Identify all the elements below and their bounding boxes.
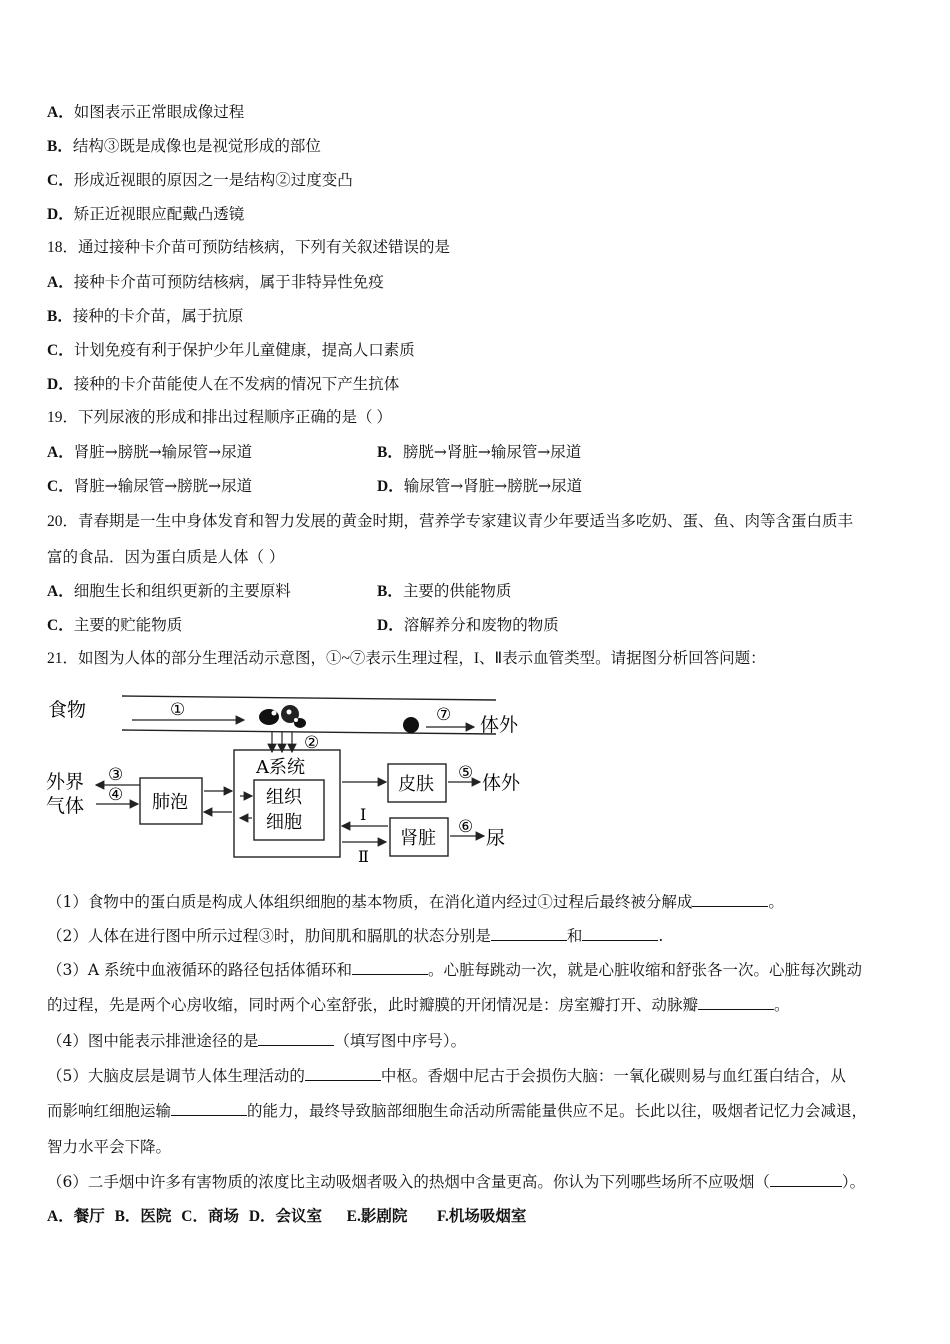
sub2-mid: 和 <box>566 927 583 945</box>
option-text: 计划免疫有利于保护少年儿童健康，提高人口素质 <box>73 341 415 359</box>
option-text: 形成近视眼的原因之一是结构②过度变凸 <box>73 171 353 189</box>
label-vessel-1: I <box>360 805 367 824</box>
label-process-7: ⑦ <box>436 705 452 725</box>
q18-option-b <box>47 306 243 327</box>
option-label: A． <box>47 583 74 600</box>
option-text: 如图表示正常眼成像过程 <box>73 103 245 121</box>
sub2-end: . <box>658 927 664 945</box>
q19-stem: 19．下列尿液的形成和排出过程顺序正确的是（ ） <box>47 409 392 426</box>
label-urine: 尿 <box>486 827 506 849</box>
option-text: 肾脏→输尿管→膀胱→尿道 <box>73 477 253 495</box>
option-label: D． <box>377 478 404 495</box>
q17-option-d <box>47 204 244 225</box>
q18-option-a <box>47 272 384 293</box>
q21-sub4 <box>47 1031 466 1051</box>
sub3-text-a: （3）A 系统中血液循环的路径包括体循环和 <box>47 961 352 979</box>
label-system-a: A系统 <box>256 757 305 778</box>
sub4-text: （4）图中能表示排泄途径的是 <box>47 1032 259 1050</box>
option-text: 细胞生长和组织更新的主要原料 <box>73 582 291 600</box>
option-label: C． <box>47 172 74 189</box>
option-label: B． <box>47 138 73 155</box>
sub5-text-d: 的能力，最终导致脑部细胞生命活动所需能量供应不足。长此以往，吸烟者记忆力会减退， <box>247 1102 868 1120</box>
q21-sub2 <box>47 926 663 946</box>
q17-option-b <box>47 136 321 157</box>
option-label: A． <box>47 444 74 461</box>
feces-dot-icon <box>403 717 419 733</box>
option-label: B． <box>377 583 403 600</box>
sub2-text: （2）人体在进行图中所示过程③时，肋间肌和膈肌的状态分别是 <box>47 927 491 945</box>
label-process-2: ② <box>304 733 320 753</box>
q21-sub3-line2 <box>47 995 790 1015</box>
q21-sub1 <box>47 892 784 912</box>
label-air-2: 气体 <box>46 795 85 817</box>
option-text: 接种卡介苗可预防结核病，属于非特异性免疫 <box>73 273 384 291</box>
q17-option-c <box>47 170 353 191</box>
q21-sub5-line2 <box>47 1101 867 1121</box>
answer-blank[interactable] <box>305 1066 381 1081</box>
q20-option-a <box>47 581 291 602</box>
q20-stem-line2: 富的食品．因为蛋白质是人体（ ） <box>47 548 285 566</box>
q20-option-d <box>377 615 559 636</box>
choice-a: A．餐厅 <box>47 1208 105 1225</box>
answer-blank[interactable] <box>491 926 567 941</box>
physiology-diagram <box>44 690 524 870</box>
label-kidney: 肾脏 <box>400 828 436 849</box>
answer-blank[interactable] <box>258 1031 334 1046</box>
answer-blank[interactable] <box>698 995 774 1010</box>
sub5-text-a: （5）大脑皮层是调节人体生理活动的 <box>47 1067 305 1085</box>
q19-option-c <box>47 476 252 497</box>
label-skin: 皮肤 <box>398 774 434 795</box>
option-text: 输尿管→肾脏→膀胱→尿道 <box>403 477 583 495</box>
choice-c: C．商场 <box>181 1208 239 1225</box>
sub4-end: （填写图中序号）。 <box>334 1032 467 1050</box>
option-label: C． <box>47 617 74 634</box>
answer-blank[interactable] <box>352 960 428 975</box>
label-alveoli: 肺泡 <box>152 792 188 813</box>
option-label: A． <box>47 274 74 291</box>
q19-option-b <box>377 442 581 463</box>
q17-option-a <box>47 102 244 123</box>
label-vessel-2: Ⅱ <box>358 847 369 866</box>
q21-sub6-choices <box>47 1206 526 1227</box>
q19-option-d <box>377 476 582 497</box>
label-outside-right: 体外 <box>482 772 521 794</box>
q18-option-c <box>47 340 415 361</box>
answer-blank[interactable] <box>770 1172 842 1187</box>
answer-blank[interactable] <box>171 1101 247 1116</box>
label-air-1: 外界 <box>46 771 85 793</box>
sub6-end: ）。 <box>841 1173 866 1191</box>
option-label: C． <box>47 478 74 495</box>
q21-sub5-line3: 智力水平会下降。 <box>47 1138 172 1156</box>
option-text: 接种的卡介苗能使人在不发病的情况下产生抗体 <box>73 375 400 393</box>
sub6-text: （6）二手烟中许多有害物质的浓度比主动吸烟者吸入的热烟中含量更高。你认为下列哪些场所不应吸烟（ <box>47 1173 770 1191</box>
option-text: 主要的贮能物质 <box>73 616 183 634</box>
option-label: B． <box>377 444 403 461</box>
label-tissue-1: 组织 <box>266 787 302 808</box>
sub1-end: 。 <box>768 893 784 911</box>
choice-f: F.机场吸烟室 <box>436 1208 527 1225</box>
label-process-6: ⑥ <box>458 817 474 837</box>
option-label: A． <box>47 104 74 121</box>
sub3-text-d: 。 <box>774 996 790 1014</box>
label-process-5: ⑤ <box>458 763 474 783</box>
q20-option-c <box>47 615 182 636</box>
sub1-text: （1）食物中的蛋白质是构成人体组织细胞的基本物质，在消化道内经过①过程后最终被分解成 <box>47 893 693 911</box>
choice-d: D．会议室 <box>248 1208 323 1225</box>
sub3-text-b: 。心脏每跳动一次，就是心脏收缩和舒张各一次。心脏每次跳动 <box>427 961 862 979</box>
answer-blank[interactable] <box>692 892 768 907</box>
choice-e: E.影剧院 <box>346 1208 408 1225</box>
option-label: D． <box>47 206 74 223</box>
label-tissue-2: 细胞 <box>266 812 302 833</box>
answer-blank[interactable] <box>582 926 658 941</box>
sub3-text-c: 的过程，先是两个心房收缩，同时两个心室舒张，此时瓣膜的开闭情况是：房室瓣打开、动脉瓣 <box>47 996 699 1014</box>
option-label: D． <box>377 617 404 634</box>
label-food: 食物 <box>48 699 87 721</box>
label-process-3: ③ <box>108 765 124 785</box>
option-label: C． <box>47 342 74 359</box>
q20-option-b <box>377 581 511 602</box>
option-text: 接种的卡介苗，属于抗原 <box>72 307 244 325</box>
q19-option-a <box>47 442 252 463</box>
sub5-text-b: 中枢。香烟中尼古于会损伤大脑：一氧化碳则易与血红蛋白结合，从 <box>380 1067 846 1085</box>
q21-stem: 21．如图为人体的部分生理活动示意图，①~⑦表示生理过程，I、Ⅱ表示血管类型。请据图分析回答问题： <box>47 650 766 667</box>
food-particles-icon <box>259 705 306 728</box>
option-text: 矫正近视眼应配戴凸透镜 <box>73 205 245 223</box>
option-label: D． <box>47 376 74 393</box>
option-label: B． <box>47 308 73 325</box>
sub5-text-c: 而影响红细胞运输 <box>47 1102 172 1120</box>
option-text: 肾脏→膀胱→输尿管→尿道 <box>73 443 253 461</box>
option-text: 溶解养分和废物的物质 <box>403 616 559 634</box>
label-process-4: ④ <box>108 785 124 805</box>
label-process-1: ① <box>170 700 186 720</box>
q18-stem: 18．通过接种卡介苗可预防结核病，下列有关叙述错误的是 <box>47 239 451 256</box>
q21-sub6 <box>47 1172 865 1192</box>
option-text: 主要的供能物质 <box>402 582 512 600</box>
label-outside-top: 体外 <box>480 714 519 736</box>
option-text: 膀胱→肾脏→输尿管→尿道 <box>402 443 582 461</box>
q20-stem-line1: 20．青春期是一生中身体发育和智力发展的黄金时期，营养学专家建议青少年要适当多吃奶、蛋、鱼、肉等含蛋白质丰 <box>47 513 854 530</box>
q21-sub5-line1 <box>47 1066 846 1086</box>
option-text: 结构③既是成像也是视觉形成的部位 <box>72 137 321 155</box>
q21-sub3-line1 <box>47 960 862 980</box>
q18-option-d <box>47 374 399 395</box>
choice-b: B．医院 <box>114 1208 172 1225</box>
